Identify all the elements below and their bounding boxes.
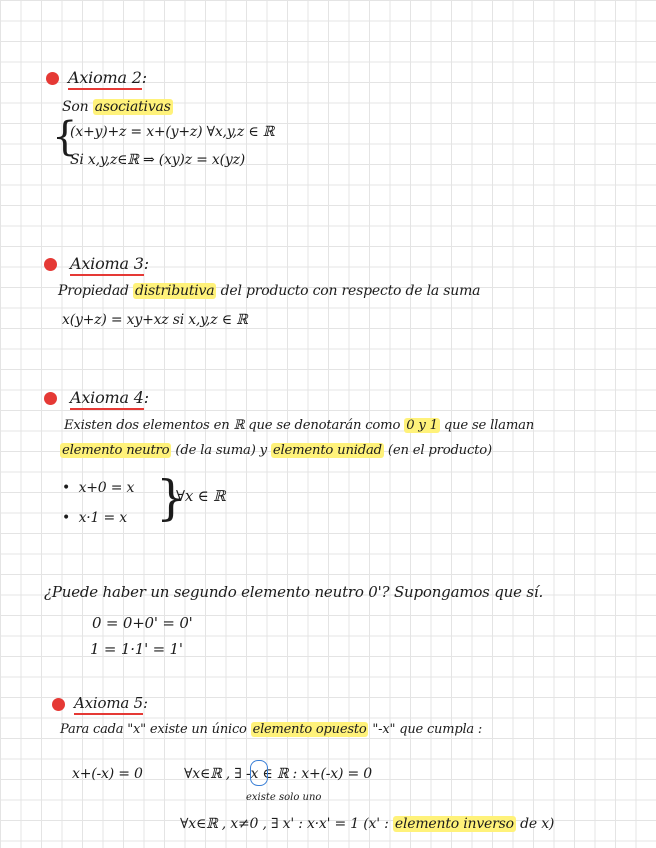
intro-suffix: del producto con respecto de la suma — [220, 283, 481, 299]
axioma-4-forall: ∀x ∈ ℝ — [176, 487, 226, 505]
question-eq-2: 1 = 1·1' = 1' — [90, 640, 183, 658]
axioma-3-heading — [70, 254, 149, 273]
axioma-2-title: Axioma 2 — [68, 68, 142, 90]
highlight-elemento-unidad: elemento unidad — [272, 443, 382, 458]
question-text: ¿Puede haber un segundo elemento neutro 0'? Supongamos que sí. — [44, 583, 544, 601]
axioma-5-title: Axioma 5 — [74, 694, 143, 715]
highlight-elemento-neutro: elemento neutro — [62, 443, 170, 458]
eq-1-text: x+0 = x — [78, 480, 135, 496]
eq-2-suffix: de x) — [520, 816, 555, 832]
bullet-icon: • — [62, 480, 79, 496]
axioma-4-line-1 — [64, 418, 534, 433]
left-brace-icon: { — [52, 114, 78, 160]
intro-suffix: "-x" que cumpla : — [372, 722, 483, 737]
red-bullet-icon — [46, 72, 59, 85]
axioma-2-heading — [68, 68, 147, 87]
question-eq-1: 0 = 0+0' = 0' — [92, 614, 193, 632]
axioma-4-line-2 — [60, 443, 492, 458]
bullet-icon: • — [62, 510, 79, 526]
red-bullet-icon — [52, 698, 65, 711]
axioma-4-eq-2 — [62, 510, 127, 526]
axioma-2-intro — [62, 99, 173, 115]
axioma-2-line-1: (x+y)+z = x+(y+z) ∀x,y,z ∈ ℝ — [70, 124, 275, 140]
axioma-5-heading — [74, 694, 148, 712]
intro-text: Propiedad — [58, 283, 129, 299]
axioma-5-eq-1-right: ∀x∈ℝ , ∃ -x ∈ ℝ : x+(-x) = 0 — [184, 766, 372, 782]
blue-annotation-circle — [250, 760, 268, 786]
axioma-5-eq-1-left: x+(-x) = 0 — [72, 766, 143, 782]
highlight-elemento-opuesto: elemento opuesto — [252, 722, 367, 737]
highlight-asociativas: asociativas — [94, 99, 171, 115]
colon: : — [143, 388, 149, 407]
line-1-suffix: que se llaman — [443, 418, 535, 433]
line-2-suffix: (en el producto) — [387, 443, 492, 458]
line-2-mid: (de la suma) y — [175, 443, 267, 458]
eq-2-text: ∀x∈ℝ , x≠0 , ∃ x' : x·x' = 1 (x' : — [180, 816, 389, 832]
axioma-2-line-2: Si x,y,z∈ℝ ⇒ (xy)z = x(yz) — [70, 152, 246, 168]
colon: : — [143, 254, 149, 273]
axioma-3-intro — [58, 283, 480, 299]
axioma-5-intro — [60, 722, 482, 737]
intro-text: Para cada "x" existe un único — [60, 722, 247, 737]
axioma-3-title: Axioma 3 — [70, 254, 144, 276]
existe-solo-uno-note: existe solo uno — [246, 792, 322, 803]
highlight-distributiva: distributiva — [135, 283, 215, 299]
highlight-0-y-1: 0 y 1 — [406, 418, 438, 433]
red-bullet-icon — [44, 258, 57, 271]
axioma-4-heading — [70, 388, 149, 407]
colon: : — [143, 694, 148, 712]
highlight-elemento-inverso: elemento inverso — [394, 816, 514, 832]
line-1-text: Existen dos elementos en ℝ que se denotarán como — [64, 418, 401, 433]
right-brace-icon: } — [156, 470, 187, 526]
eq-2-text: x·1 = x — [78, 510, 127, 526]
axioma-4-eq-1 — [62, 480, 134, 496]
intro-text: Son — [62, 99, 89, 115]
colon: : — [141, 68, 147, 87]
axioma-4-title: Axioma 4 — [70, 388, 144, 410]
axioma-5-eq-2 — [180, 816, 554, 832]
axioma-3-line-1: x(y+z) = xy+xz si x,y,z ∈ ℝ — [62, 312, 248, 328]
red-bullet-icon — [44, 392, 57, 405]
